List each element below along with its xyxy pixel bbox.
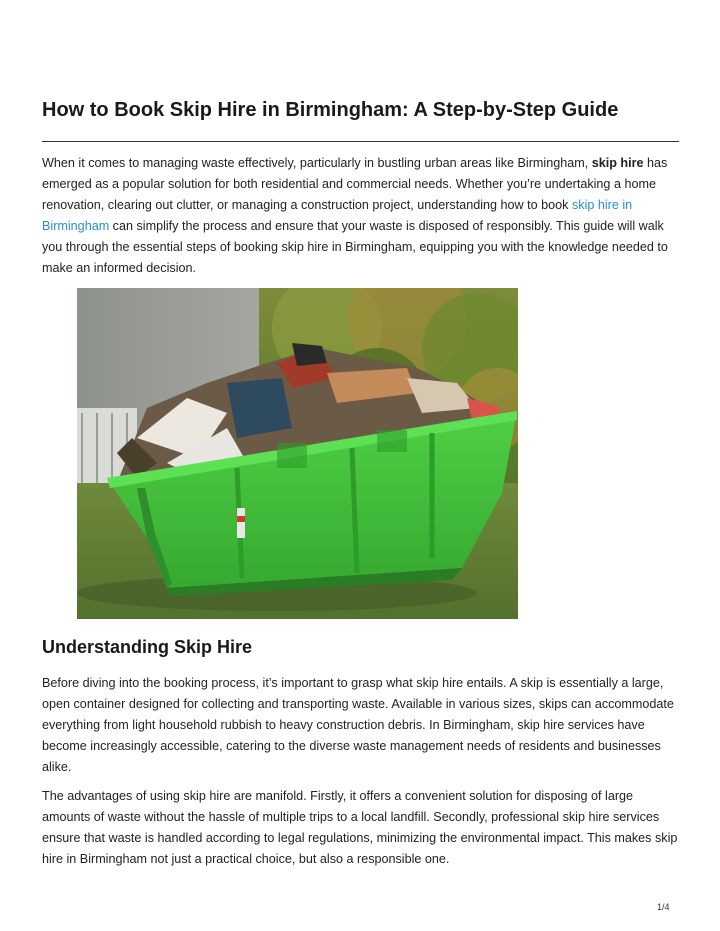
title-divider (42, 141, 679, 142)
section-paragraph-1: Before diving into the booking process, it’s important to grasp what skip hire entails. A skip is essentially a large, open container designed for collecting and transporting waste. Available in various sizes, skips can accommodate everything from light household rubbish to heavy construction debris. In Birmingham, skip hire services have become increasingly accessible, catering to the diverse waste management needs of residents and businesses alike. (42, 676, 674, 774)
section-paragraph-2: The advantages of using skip hire are manifold. Firstly, it offers a convenient solution for disposing of large amounts of waste without the hassle of multiple trips to a local landfill. Secondly, professional skip hire services ensure that waste is handled according to legal regulations, minimizing the environmental impact. This makes skip hire in Birmingham not just a practical choice, but also a responsible one. (42, 789, 678, 866)
skip-hire-birmingham-link[interactable]: skip hire in Birmingham (42, 198, 633, 233)
page-number: 1/4 (657, 902, 670, 912)
intro-text-2: has emerged as a popular solution for both residential and commercial needs. Whether you’re undertaking a home renovation, clearing out clutter, or managing a construction project, understanding how to book (42, 156, 668, 212)
intro-text-3: can simplify the process and ensure that your waste is disposed of responsibly. This guide will walk you through the essential steps of booking skip hire in Birmingham, equipping you with the knowledge needed to make an informed decision. (42, 219, 668, 275)
section-heading: Understanding Skip Hire (42, 637, 253, 657)
page-title: How to Book Skip Hire in Birmingham: A Step-by-Step Guide (42, 99, 619, 121)
skip-photo (77, 288, 518, 619)
intro-text-1: When it comes to managing waste effectively, particularly in bustling urban areas like Birmingham, (42, 156, 592, 170)
intro-paragraph (42, 153, 682, 279)
intro-bold-skip-hire: skip hire (591, 156, 644, 170)
